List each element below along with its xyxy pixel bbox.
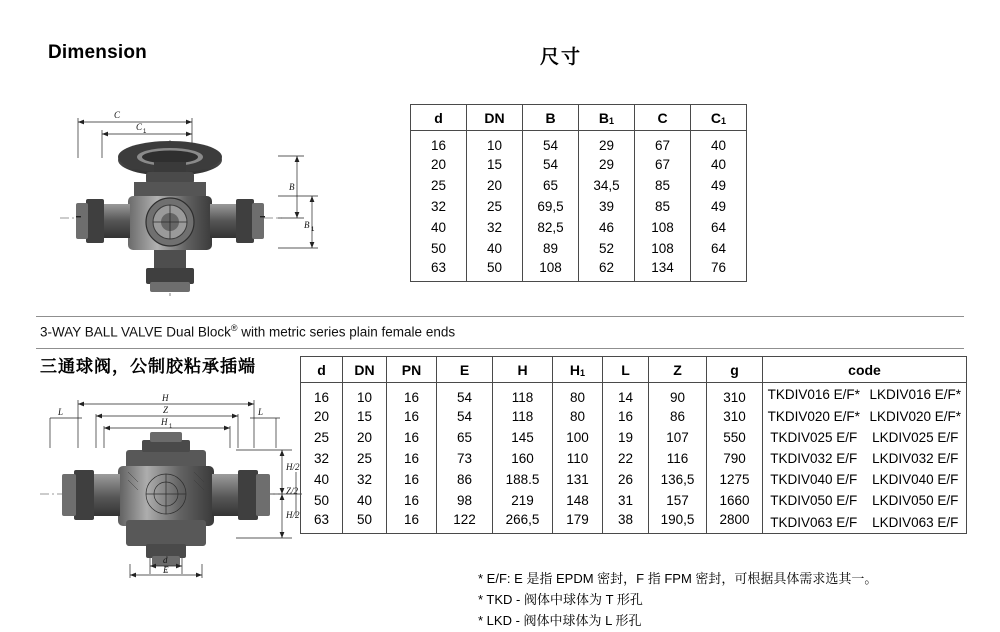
cell-c: 108 — [635, 217, 691, 238]
table-row — [301, 469, 967, 490]
cell-l: 31 — [603, 490, 649, 511]
cell-code — [763, 511, 967, 534]
cell-c: 67 — [635, 154, 691, 175]
cell-code-lkd: LKDIV025 E/F — [872, 430, 959, 445]
cell-h1: 80 — [553, 383, 603, 407]
cell-pn: 16 — [387, 490, 437, 511]
table-row — [301, 511, 967, 534]
cell-dn: 10 — [467, 131, 523, 155]
table-row — [411, 217, 747, 238]
section-divider-bottom — [36, 348, 964, 349]
cell-h: 118 — [493, 406, 553, 427]
col-header-d: d — [411, 105, 467, 131]
cell-b: 108 — [523, 259, 579, 282]
cell-code-tkd: TKDIV050 E/F — [770, 493, 858, 508]
col-header-b: B — [523, 105, 579, 131]
cell-g: 790 — [707, 448, 763, 469]
svg-text:C: C — [114, 110, 121, 120]
cell-code-tkd: TKDIV025 E/F — [770, 430, 858, 445]
cell-l: 22 — [603, 448, 649, 469]
table-row — [411, 238, 747, 259]
footnotes — [478, 568, 877, 631]
cell-c: 134 — [635, 259, 691, 282]
cell-dn: 25 — [343, 448, 387, 469]
cell-c1: 40 — [691, 131, 747, 155]
cell-b1: 62 — [579, 259, 635, 282]
caption-en-part2: with metric series plain female ends — [241, 324, 456, 340]
col-header-b1: B1 — [579, 105, 635, 131]
cell-b1: 34,5 — [579, 175, 635, 196]
cell-e: 54 — [437, 406, 493, 427]
page-title-zh: 尺寸 — [540, 47, 583, 68]
cell-d: 50 — [301, 490, 343, 511]
cell-g: 1660 — [707, 490, 763, 511]
cell-dn: 50 — [343, 511, 387, 534]
cell-c1: 49 — [691, 196, 747, 217]
cell-code-lkd: LKDIV032 E/F — [872, 451, 959, 466]
cell-z: 157 — [649, 490, 707, 511]
cell-g: 310 — [707, 406, 763, 427]
cell-e: 54 — [437, 383, 493, 407]
svg-text:C: C — [136, 122, 143, 132]
cell-c: 108 — [635, 238, 691, 259]
section-divider-top — [36, 316, 964, 317]
cell-b: 65 — [523, 175, 579, 196]
cell-b1: 29 — [579, 154, 635, 175]
cell-code-lkd: LKDIV020 E/F* — [869, 409, 962, 424]
cell-z: 136,5 — [649, 469, 707, 490]
table-row — [301, 406, 967, 427]
cell-pn: 16 — [387, 427, 437, 448]
dimension-table-bottom — [300, 356, 967, 534]
cell-e: 73 — [437, 448, 493, 469]
svg-text:Z/2: Z/2 — [286, 486, 299, 496]
cell-b1: 39 — [579, 196, 635, 217]
cell-g: 310 — [707, 383, 763, 407]
svg-text:H/2: H/2 — [286, 462, 300, 472]
cell-code-lkd: LKDIV063 E/F — [872, 514, 959, 530]
cell-c1: 64 — [691, 238, 747, 259]
col-header-pn: PN — [387, 357, 437, 383]
footnote-3: * LKD - 阀体中球体为 L 形孔 — [478, 613, 642, 628]
cell-code — [763, 427, 967, 448]
table-row — [411, 154, 747, 175]
col-header-dn: DN — [467, 105, 523, 131]
cell-d: 32 — [301, 448, 343, 469]
cell-g: 2800 — [707, 511, 763, 534]
cell-h: 160 — [493, 448, 553, 469]
cell-e: 122 — [437, 511, 493, 534]
caption-en-part1: 3-WAY BALL VALVE Dual Block — [40, 324, 231, 340]
cell-pn: 16 — [387, 448, 437, 469]
cell-d: 63 — [301, 511, 343, 534]
cell-code-lkd: LKDIV016 E/F* — [869, 387, 962, 402]
cell-l: 38 — [603, 511, 649, 534]
cell-code — [763, 383, 967, 407]
table-row — [301, 448, 967, 469]
cell-dn: 50 — [467, 259, 523, 282]
table-row — [411, 175, 747, 196]
cell-pn: 16 — [387, 511, 437, 534]
cell-h1: 110 — [553, 448, 603, 469]
col-header-c: C — [635, 105, 691, 131]
svg-text:B: B — [289, 182, 295, 192]
cell-pn: 16 — [387, 469, 437, 490]
cell-dn: 32 — [467, 217, 523, 238]
cell-dn: 40 — [467, 238, 523, 259]
dimension-table-top — [410, 104, 747, 282]
cell-code-tkd: TKDIV032 E/F — [770, 451, 858, 466]
cell-l: 14 — [603, 383, 649, 407]
cell-d: 25 — [301, 427, 343, 448]
section-caption-zh: 三通球阀，公制胶粘承插端 — [40, 357, 256, 376]
cell-h1: 179 — [553, 511, 603, 534]
cell-z: 116 — [649, 448, 707, 469]
cell-z: 190,5 — [649, 511, 707, 534]
cell-h: 266,5 — [493, 511, 553, 534]
svg-text:H: H — [162, 393, 169, 403]
cell-h1: 100 — [553, 427, 603, 448]
table-row — [411, 131, 747, 155]
col-header-h: H — [493, 357, 553, 383]
col-header-dn: DN — [343, 357, 387, 383]
cell-code-tkd: TKDIV020 E/F* — [767, 409, 860, 424]
cell-pn: 16 — [387, 383, 437, 407]
col-header-z: Z — [649, 357, 707, 383]
cell-code — [763, 490, 967, 511]
section-caption-en — [40, 323, 455, 340]
cell-b: 89 — [523, 238, 579, 259]
cell-h1: 80 — [553, 406, 603, 427]
cell-l: 16 — [603, 406, 649, 427]
svg-text:1: 1 — [169, 424, 173, 430]
col-header-c1: C1 — [691, 105, 747, 131]
cell-code-lkd: LKDIV050 E/F — [872, 493, 959, 508]
cell-h1: 148 — [553, 490, 603, 511]
cell-b: 82,5 — [523, 217, 579, 238]
registered-icon: ® — [230, 323, 238, 333]
col-header-h1: H1 — [553, 357, 603, 383]
cell-code-tkd: TKDIV040 E/F — [770, 472, 858, 487]
cell-code-tkd: TKDIV063 E/F — [770, 514, 858, 530]
cell-b1: 29 — [579, 131, 635, 155]
svg-text:L: L — [258, 407, 264, 417]
cell-c1: 64 — [691, 217, 747, 238]
cell-h: 219 — [493, 490, 553, 511]
cell-d: 32 — [411, 196, 467, 217]
cell-d: 50 — [411, 238, 467, 259]
cell-dn: 10 — [343, 383, 387, 407]
col-header-g: g — [707, 357, 763, 383]
cell-b1: 46 — [579, 217, 635, 238]
col-header-code: code — [763, 357, 967, 383]
cell-d: 40 — [411, 217, 467, 238]
cell-d: 63 — [411, 259, 467, 282]
cell-b: 69,5 — [523, 196, 579, 217]
footnote-1: * E/F: E 是指 EPDM 密封，F 指 FPM 密封，可根据具体需求选其一。 — [478, 571, 878, 586]
cell-dn: 20 — [343, 427, 387, 448]
cell-h: 118 — [493, 383, 553, 407]
svg-text:d: d — [163, 555, 168, 565]
cell-d: 25 — [411, 175, 467, 196]
page-title-en: Dimension — [48, 42, 147, 63]
svg-text:1: 1 — [311, 227, 315, 233]
cell-code — [763, 406, 967, 427]
valve-drawing-top — [42, 100, 342, 300]
svg-text:H: H — [161, 417, 168, 427]
cell-c: 85 — [635, 175, 691, 196]
svg-text:1: 1 — [143, 129, 147, 135]
cell-c1: 76 — [691, 259, 747, 282]
cell-code — [763, 448, 967, 469]
col-header-e: E — [437, 357, 493, 383]
svg-text:Z: Z — [163, 405, 169, 415]
cell-e: 65 — [437, 427, 493, 448]
footnote-2: * TKD - 阀体中球体为 T 形孔 — [478, 592, 643, 607]
cell-dn: 40 — [343, 490, 387, 511]
cell-d: 20 — [301, 406, 343, 427]
table-row — [301, 427, 967, 448]
cell-z: 86 — [649, 406, 707, 427]
cell-h: 188.5 — [493, 469, 553, 490]
cell-d: 40 — [301, 469, 343, 490]
table-row — [301, 383, 967, 407]
dimension-table-bottom-body — [301, 383, 967, 534]
cell-dn: 15 — [467, 154, 523, 175]
cell-b: 54 — [523, 154, 579, 175]
cell-g: 550 — [707, 427, 763, 448]
cell-code — [763, 469, 967, 490]
cell-dn: 32 — [343, 469, 387, 490]
cell-pn: 16 — [387, 406, 437, 427]
svg-text:B: B — [304, 220, 310, 230]
cell-d: 16 — [411, 131, 467, 155]
cell-b1: 52 — [579, 238, 635, 259]
svg-text:L: L — [58, 407, 64, 417]
svg-text:E: E — [163, 565, 169, 575]
cell-h: 145 — [493, 427, 553, 448]
cell-c1: 49 — [691, 175, 747, 196]
cell-code-lkd: LKDIV040 E/F — [872, 472, 959, 487]
cell-g: 1275 — [707, 469, 763, 490]
cell-dn: 15 — [343, 406, 387, 427]
valve-drawing-bottom — [30, 388, 330, 578]
dimension-table-top-body — [411, 131, 747, 282]
table-row — [411, 259, 747, 282]
cell-l: 19 — [603, 427, 649, 448]
table-row — [301, 490, 967, 511]
cell-z: 107 — [649, 427, 707, 448]
cell-b: 54 — [523, 131, 579, 155]
cell-code-tkd: TKDIV016 E/F* — [767, 387, 860, 402]
cell-dn: 25 — [467, 196, 523, 217]
cell-c: 85 — [635, 196, 691, 217]
cell-e: 98 — [437, 490, 493, 511]
cell-l: 26 — [603, 469, 649, 490]
cell-c: 67 — [635, 131, 691, 155]
cell-d: 16 — [301, 383, 343, 407]
cell-z: 90 — [649, 383, 707, 407]
table-row — [411, 196, 747, 217]
col-header-l: L — [603, 357, 649, 383]
svg-text:H/2: H/2 — [286, 510, 300, 520]
cell-c1: 40 — [691, 154, 747, 175]
col-header-d: d — [301, 357, 343, 383]
cell-e: 86 — [437, 469, 493, 490]
cell-dn: 20 — [467, 175, 523, 196]
cell-h1: 131 — [553, 469, 603, 490]
cell-d: 20 — [411, 154, 467, 175]
